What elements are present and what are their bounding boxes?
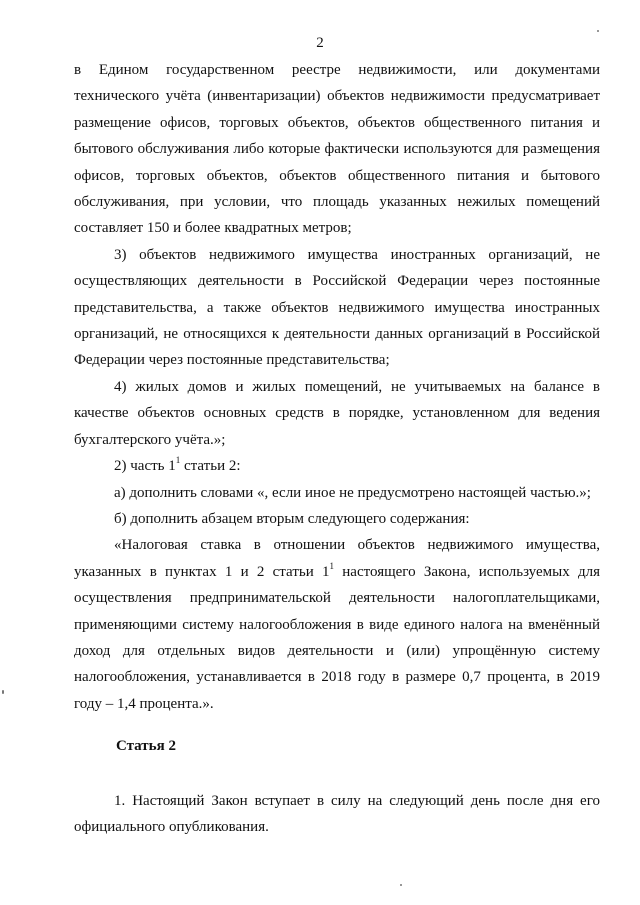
paragraph-offices-retail: в Едином государственном реестре недвижимости, или документами технического учёта (инвентаризации) объектов недвижимости предусматривает размещение офисов, торговых объектов, объектов общественного питания и бытового обслуживания либо которые фактически используются для размещения офисов, торговых объектов, объектов общественного питания и бытового обслуживания, при условии, что площадь указанных нежилых помещений составляет 150 и более квадратных метров; [74, 62, 600, 237]
paragraph-entry-into-force: 1. Настоящий Закон вступает в силу на следующий день после дня его официального опубликования. [74, 793, 600, 836]
page-number: 2 [316, 35, 324, 51]
article-2-heading: Статья 2 [116, 738, 176, 754]
paragraph-foreign-organizations: 3) объектов недвижимого имущества иностранных организаций, не осуществляющих деятельности в Российской Федерации через постоянные представительства, а также объектов недвижимого имущества иностранных организаций, не относящихся к деятельности данных организаций в Российской Федерации через постоянные представительства; [74, 246, 600, 369]
paragraph-tax-rate-quote [74, 532, 600, 717]
part-label-rest: статьи 2: [180, 458, 241, 475]
scan-speck [400, 884, 402, 886]
amendment-text-block [74, 57, 600, 717]
superscript-1: 1 [175, 455, 181, 466]
superscript-1: 1 [329, 560, 335, 571]
scan-speck [597, 30, 599, 32]
paragraph-part-1-1 [74, 453, 600, 479]
article-2-text-block [74, 788, 600, 841]
scan-speck [2, 690, 4, 694]
quote-start: «Налоговая ставка в отношении объектов недвижимого имущества, указанных в пунктах 1 и 2 статьи 1 [74, 537, 600, 580]
part-label: 2) часть 1 [114, 458, 176, 475]
paragraph-residential: 4) жилых домов и жилых помещений, не учитываемых на балансе в качестве объектов основных средств в порядке, установленном для ведения бухгалтерского учёта.»; [74, 378, 600, 448]
paragraph-amend-b: б) дополнить абзацем вторым следующего содержания: [114, 510, 470, 527]
paragraph-amend-a: а) дополнить словами «, если иное не предусмотрено настоящей частью.»; [114, 484, 591, 501]
quote-rest: настоящего Закона, используемых для осуществления предпринимательской деятельности налогоплательщиками, применяющими систему налогообложения в виде единого налога на вменённый доход для отдельных видов деятельности и (или) упрощённую систему налогообложения, устанавливается в 2018 году в размере 0,7 процента, в 2019 году – 1,4 процента.». [74, 563, 600, 712]
